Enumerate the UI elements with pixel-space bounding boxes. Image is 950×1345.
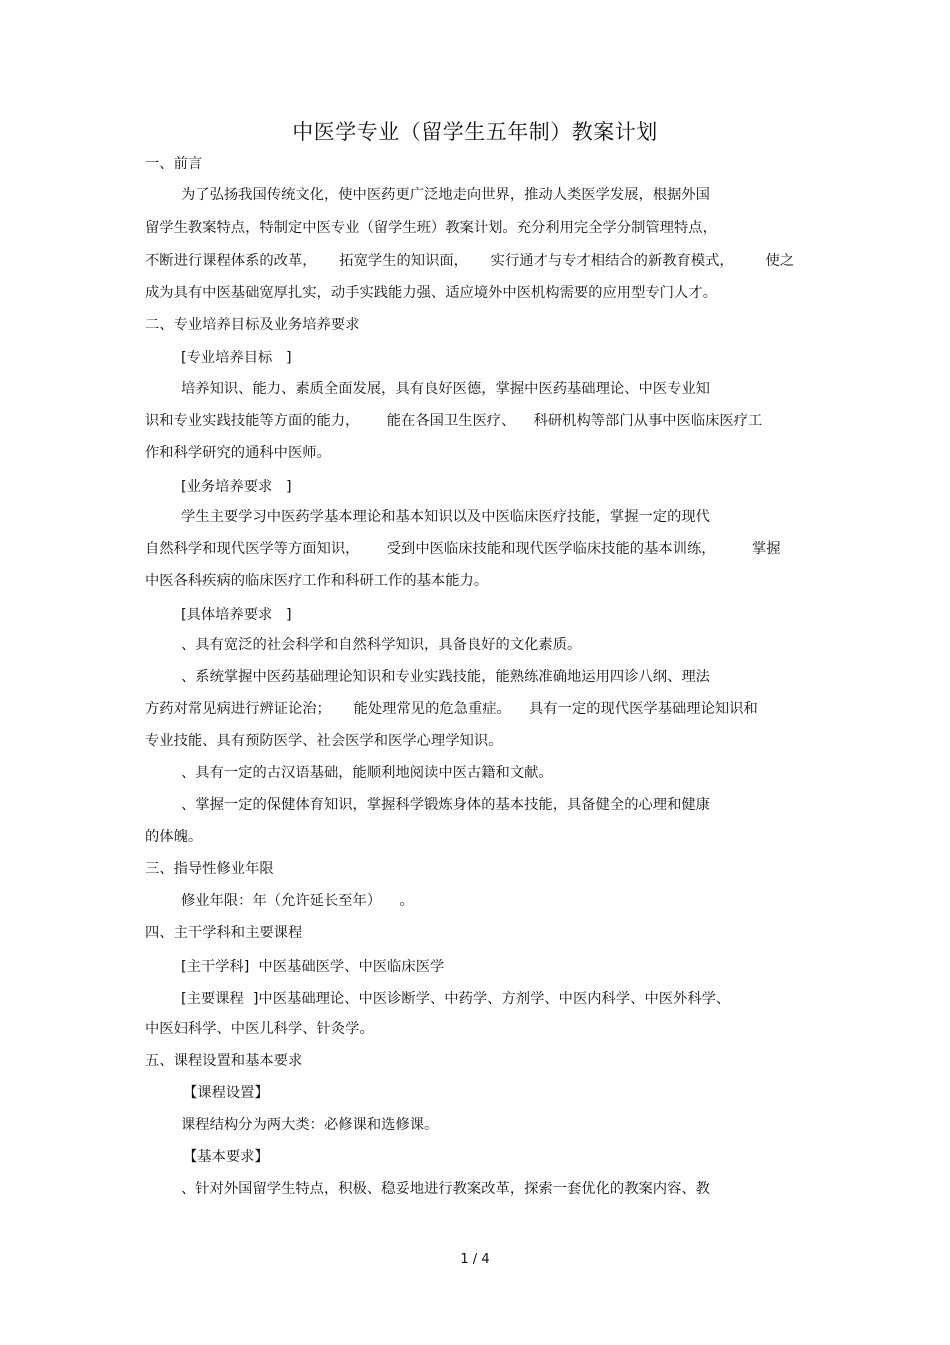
heading-training-goals: 二、专业培养目标及业务培养要求 [145,317,360,333]
paragraph-line: 修业年限：年（允许延长至年） 。 [181,893,414,909]
paragraph-line: [主要课程 ]中医基础理论、中医诊断学、中药学、方剂学、中医内科学、中医外科学、 [181,991,731,1007]
paragraph-line: 课程结构分为两大类：必修课和选修课。 [181,1117,439,1133]
paragraph-line: 中医各科疾病的临床医疗工作和科研工作的基本能力。 [145,573,489,589]
heading-duration: 三、指导性修业年限 [145,861,274,877]
paragraph-line: 方药对常见病进行辨证论治； 能处理常见的危急重症。 具有一定的现代医学基础理论知识和 [145,701,758,717]
heading-disciplines: 四、主干学科和主要课程 [145,925,303,941]
list-item: 、掌握一定的保健体育知识，掌握科学锻炼身体的基本技能，具备健全的心理和健康 [181,797,710,813]
list-item: 、具有一定的古汉语基础，能顺利地阅读中医古籍和文献。 [181,765,553,781]
list-item: 、针对外国留学生特点，积极、稳妥地进行教案改革，探索一套优化的教案内容、教 [181,1181,710,1197]
list-item: 、系统掌握中医药基础理论知识和专业实践技能，能熟练准确地运用四诊八纲、理法 [181,669,710,685]
page-number: 1 / 4 [460,1252,490,1267]
heading-curriculum: 五、课程设置和基本要求 [145,1053,303,1069]
subheading: [业务培养要求 ] [181,479,292,495]
paragraph-line: [主干学科] 中医基础医学、中医临床医学 [181,959,445,975]
paragraph-line: 不断进行课程体系的改革， 拓宽学生的知识面， 实行通才与专才相结合的新教育模式， 使之 [145,253,795,269]
subheading: 【基本要求】 [183,1149,269,1165]
subheading: [专业培养目标 ] [181,350,292,366]
paragraph-line: 成为具有中医基础宽厚扎实，动手实践能力强、适应境外中医机构需要的应用型专门人才。 [145,285,717,301]
subheading: 【课程设置】 [183,1085,269,1101]
paragraph-line: 培养知识、能力、素质全面发展，具有良好医德，掌握中医药基础理论、中医专业知 [181,381,710,397]
paragraph-line: 专业技能、具有预防医学、社会医学和医学心理学知识。 [145,733,503,749]
paragraph-line: 为了弘扬我国传统文化，使中医药更广泛地走向世界，推动人类医学发展，根据外国 [181,187,710,203]
paragraph-line: 学生主要学习中医药学基本理论和基本知识以及中医临床医疗技能，掌握一定的现代 [181,509,710,525]
paragraph-line: 留学生教案特点，特制定中医专业（留学生班）教案计划。充分利用完全学分制管理特点， [145,220,717,236]
list-item: 、具有宽泛的社会科学和自然科学知识，具备良好的文化素质。 [181,637,582,653]
paragraph-line: 作和科学研究的通科中医师。 [145,445,331,461]
paragraph-line: 自然科学和现代医学等方面知识， 受到中医临床技能和现代医学临床技能的基本训练， 掌握 [145,541,781,557]
paragraph-line: 识和专业实践技能等方面的能力， 能在各国卫生医疗、 科研机构等部门从事中医临床医疗工 [145,413,763,429]
paragraph-line: 中医妇科学、中医儿科学、针灸学。 [145,1021,374,1037]
document-title: 中医学专业（留学生五年制）教案计划 [292,120,658,144]
paragraph-line: 的体魄。 [145,829,203,845]
heading-preface: 一、前言 [145,156,203,172]
subheading: [具体培养要求 ] [181,607,292,623]
